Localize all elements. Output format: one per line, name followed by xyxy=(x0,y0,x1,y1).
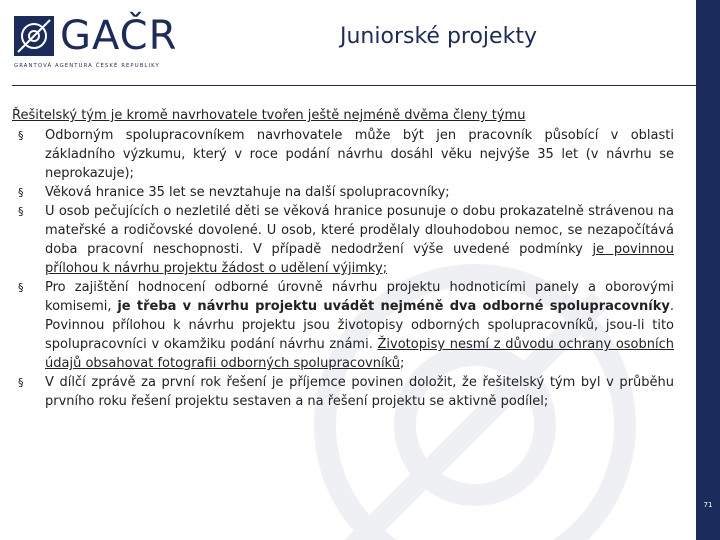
page-title: Juniorské projekty xyxy=(340,24,537,49)
slide-header xyxy=(0,0,696,90)
slide-content xyxy=(12,106,674,411)
logo-subtitle: GRANTOVÁ AGENTURA ČESKÉ REPUBLIKY xyxy=(14,63,160,69)
section-heading: Řešitelský tým je kromě navrhovatele tvořen ještě nejméně dvěma členy týmu xyxy=(12,108,526,123)
item-text: ; xyxy=(399,356,405,371)
item-text: V dílčí zprávě za první rok řešení je příjemce povinen doložit, že řešitelský tým byl v průběhu prvního roku řešení projektu sestaven a na řešení projektu se aktivně podílel; xyxy=(45,375,674,409)
header-divider xyxy=(12,85,696,86)
right-side-bar xyxy=(696,0,720,540)
item-text-underlined: Životopisy nesmí z důvodu ochrany osobních údajů obsahovat fotografii odborných spolupracovníků xyxy=(45,337,674,371)
bullet-icon: § xyxy=(18,376,24,389)
item-text: Věková hranice 35 let se nevztahuje na další spolupracovníky; xyxy=(45,185,450,200)
list-item xyxy=(12,183,674,202)
list-item xyxy=(12,373,674,411)
bullet-icon: § xyxy=(18,129,24,142)
list-item xyxy=(12,202,674,278)
item-text: Odborným spolupracovníkem navrhovatele může být jen pracovník působící v oblasti základního výzkumu, který v roce podání návrhu dosáhl věku nejvýše 35 let (v návrhu se neprokazuje); xyxy=(45,128,674,181)
logo-emblem-icon xyxy=(14,16,54,56)
item-text: U osob pečujících o nezletilé děti se věková hranice posunuje o dobu prokazatelně strávenou na mateřské a rodičovské dovolené. U osob, které prodělaly dlouhodobou nemoc, se nezapočítává doba pracovní neschopnosti. V případě nedodržení výše uvedené podmínky xyxy=(45,204,674,257)
item-text-underlined: je povinnou přílohou k návrhu projektu žádost o udělení výjimky; xyxy=(45,242,674,276)
bullet-icon: § xyxy=(18,186,24,199)
list-item xyxy=(12,126,674,183)
logo-text: GAČR xyxy=(60,13,178,59)
item-text: Pro zajištění hodnocení odborné úrovně návrhu projektu hodnoticími panely a oborovými komisemi, xyxy=(45,280,674,314)
bullet-list xyxy=(12,126,674,411)
bullet-icon: § xyxy=(18,281,24,294)
item-text-bold: je třeba v návrhu projektu uvádět nejméně dva odborné spolupracovníky xyxy=(117,299,670,314)
bullet-icon: § xyxy=(18,205,24,218)
item-text: . Povinnou přílohou k návrhu projektu jsou životopisy odborných spolupracovníků, jsou-li tito spolupracovníci v okamžiku podání návrhu známi. xyxy=(45,299,674,352)
list-item xyxy=(12,278,674,373)
gacr-logo xyxy=(12,12,187,74)
page-number: 71 xyxy=(703,501,713,509)
